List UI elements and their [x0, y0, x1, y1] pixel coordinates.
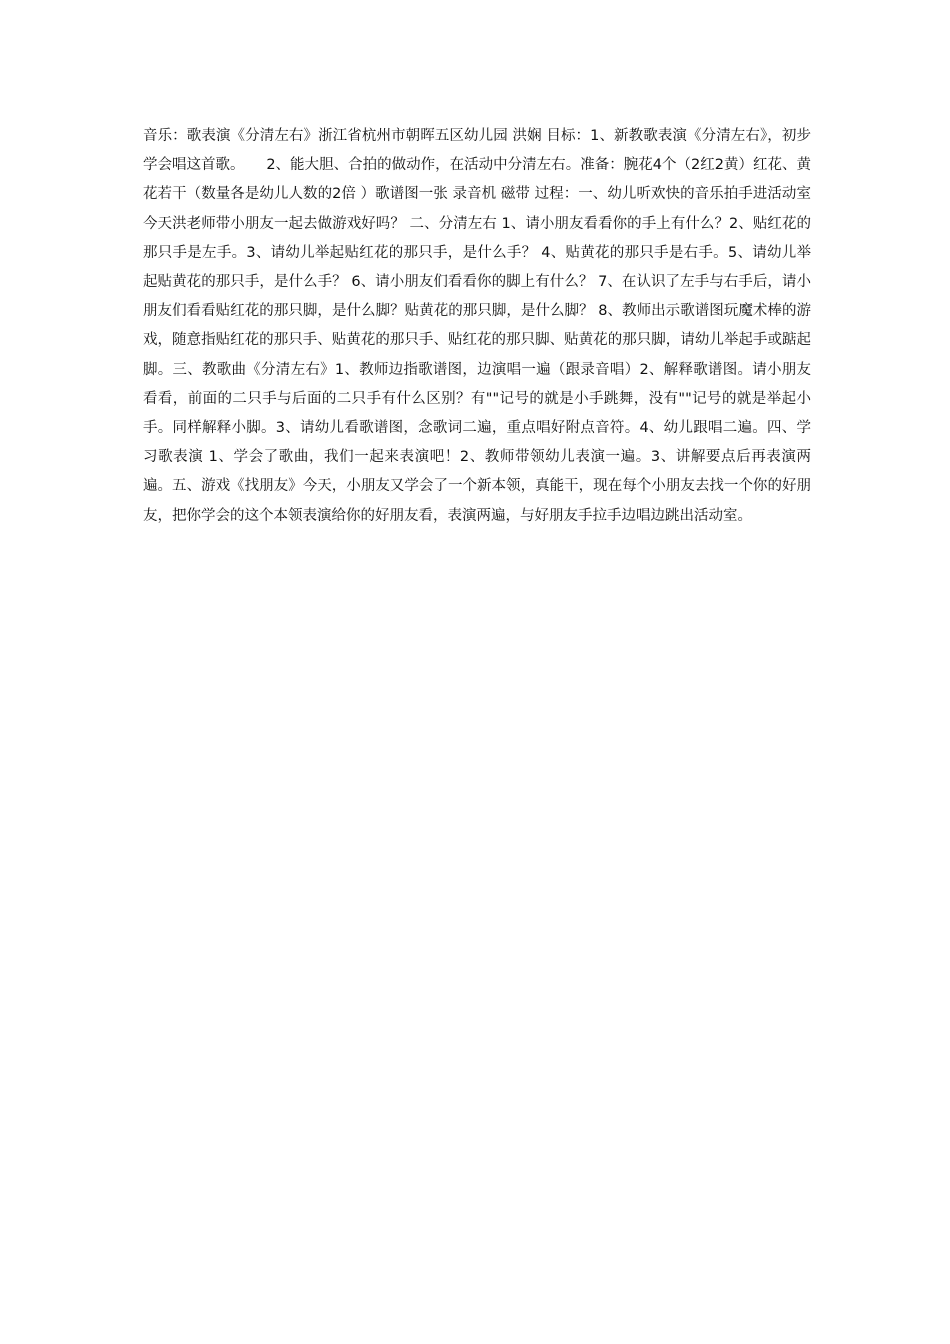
lesson-plan-text: 音乐：歌表演《分清左右》浙江省杭州市朝晖五区幼儿园 洪娴 目标：1、新教歌表演《分清左右》，初步学会唱这首歌。 2、能大胆、合拍的做动作，在活动中分清左右。准备：腕花4个（2红2黄）红花、黄花若干（数量各是幼儿人数的2倍 ）歌谱图一张 录音机 磁带 过程：一、幼儿听欢快的音乐拍手进活动室 今天洪老师带小朋友一起去做游戏好吗？ 二、分清左右 1、请小朋友看看你的手上有什么？2、贴红花的那只手是左手。3、请幼儿举起贴红花的那只手，是什么手？ 4、贴黄花的那只手是右手。5、请幼儿举起贴黄花的那只手，是什么手？ 6、请小朋友们看看你的脚上有什么？ 7、在认识了左手与右手后，请小朋友们看看贴红花的那只脚，是什么脚？贴黄花的那只脚，是什么脚？ 8、教师出示歌谱图玩魔术棒的游戏，随意指贴红花的那只手、贴黄花的那只手、贴红花的那只脚、贴黄花的那只脚，请幼儿举起手或踮起脚。三、教歌曲《分清左右》1、教师边指歌谱图，边演唱一遍（跟录音唱）2、解释歌谱图。请小朋友看看，前面的二只手与后面的二只手有什么区别？有""记号的就是小手跳舞，没有""记号的就是举起小手。同样解释小脚。3、请幼儿看歌谱图，念歌词二遍，重点唱好附点音符。4、幼儿跟唱二遍。四、学习歌表演 1、学会了歌曲，我们一起来表演吧！2、教师带领幼儿表演一遍。3、讲解要点后再表演两遍。五、游戏《找朋友》今天，小朋友又学会了一个新本领，真能干，现在每个小朋友去找一个你的好朋友，把你学会的这个本领表演给你的好朋友看，表演两遍，与好朋友手拉手边唱边跳出活动室。 [143, 128, 811, 524]
